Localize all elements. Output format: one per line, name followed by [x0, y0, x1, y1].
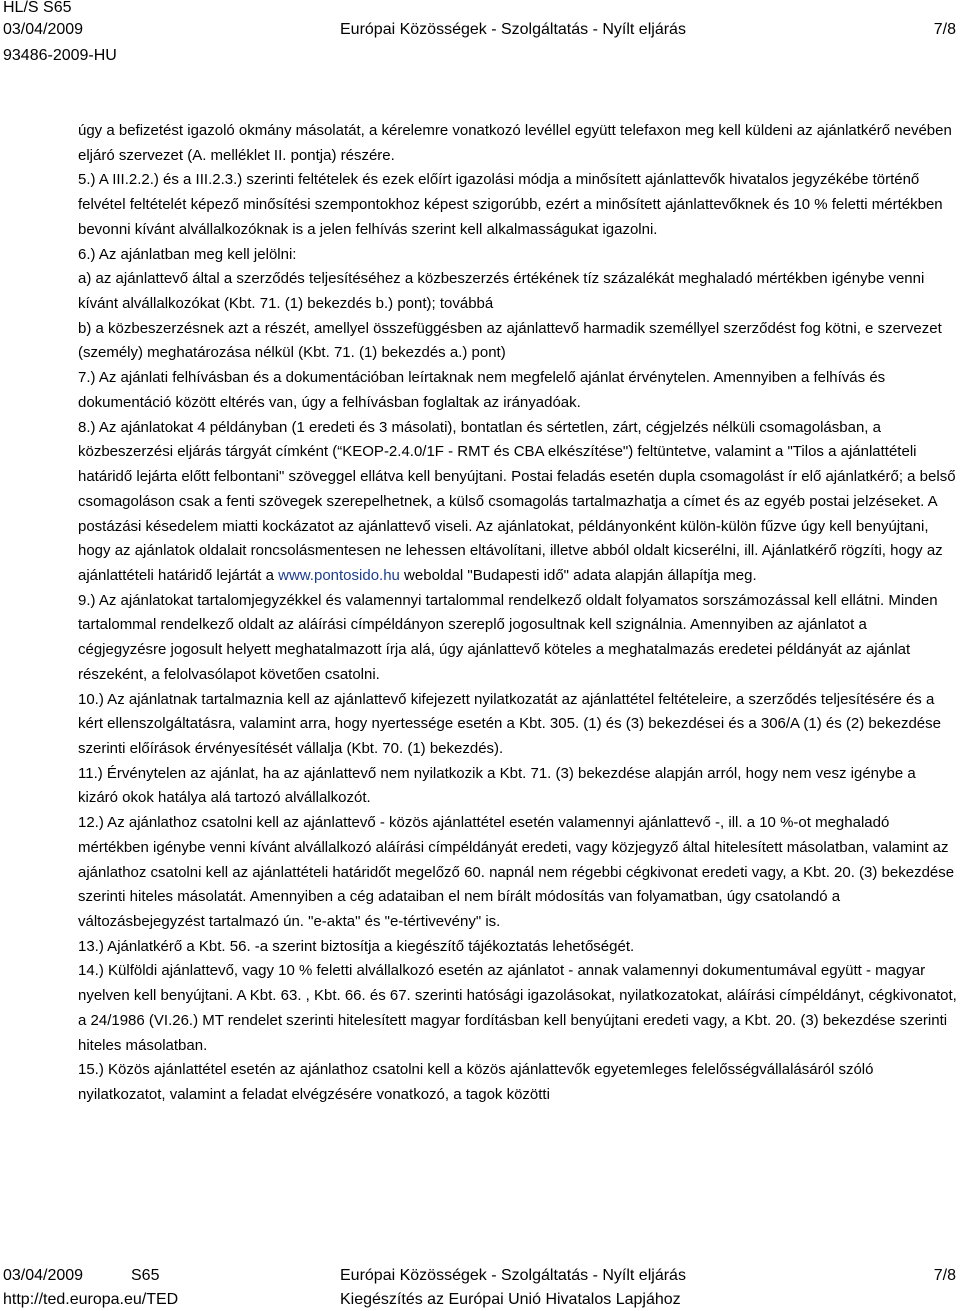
paragraph: 10.) Az ajánlatnak tartalmaznia kell az ajánlattevő kifejezett nyilatkozatát az ajánlattétel feltételeire, a szerződés teljesítésére és a kért ellenszolgáltatásra, valamint arra, hogy nyertessége esetén a Kbt. 305. (1) és (3) bekezdései és a 306/A (1) és (2) bekezdése szerinti előírások érvényesítését vállalja (Kbt. 70. (1) bekezdés).	[78, 690, 941, 757]
notice-id: 93486-2009-HU	[3, 47, 117, 64]
document-body	[78, 119, 958, 1108]
footer-url[interactable]: http://ted.europa.eu/TED	[3, 1291, 179, 1308]
paragraph: b) a közbeszerzésnek azt a részét, amellyel összefüggésben az ajánlattevő harmadik személlyel szerződést fog kötni, e szervezet (személy) meghatározása nélkül (Kbt. 71. (1) bekezdés a.) pont)	[78, 319, 942, 362]
footer-date: 03/04/2009	[3, 1267, 84, 1284]
paragraph	[78, 416, 958, 589]
pontosido-link[interactable]: www.pontosido.hu	[278, 566, 400, 584]
paragraph: 15.) Közös ajánlattétel esetén az ajánlathoz csatolni kell a közös ajánlattevők egyetemleges felelősségvállalásáról szóló nyilatkozatot, valamint a feladat elvégzésére vonatkozó, a tagok közötti	[78, 1061, 874, 1104]
paragraph: 14.) Külföldi ajánlattevő, vagy 10 % feletti alvállalkozó esetén az ajánlatot - annak valamennyi dokumentumával együtt - magyar nyelven kell benyújtani. A Kbt. 63. , Kbt. 66. és 67. szerinti hatósági igazolásokat, nyilatkozatokat, aláírási címpéldányt, cégkivonatot, a 24/1986 (VI.26.) MT rendelet szerinti hitelesített magyar fordításban kell benyújtani eredeti vagy, a Kbt. 20. (3) bekezdése szerinti hiteles másolatban.	[78, 962, 957, 1054]
paragraph: 9.) Az ajánlatokat tartalomjegyzékkel és valamennyi tartalommal rendelkező oldalt folyamatos sorszámozással kell ellátni. Minden tartalommal rendelkező oldalt az aláírási címpéldányon szereplő jogosultnak kell szignálnia. Amennyiben az ajánlatot a cégjegyzésre jogosult helyett meghatalmazott írja alá, úgy ajánlattevő köteles a meghatalmazás eredetei példányát az ajánlat részeként, a felolvasólapot követően csatolni.	[78, 591, 938, 683]
paragraph-text: weboldal "Budapesti idő" adata alapján állapítja meg.	[399, 566, 757, 584]
paragraph: úgy a befizetést igazoló okmány másolatát, a kérelemre vonatkozó levéllel együtt telefaxon meg kell küldeni az ajánlatkérő nevében eljáró szervezet (A. melléklet II. pontja) részére.	[78, 122, 952, 164]
footer-title: Európai Közösségek - Szolgáltatás - Nyílt eljárás	[340, 1267, 686, 1284]
header-title: Európai Közösségek - Szolgáltatás - Nyílt eljárás	[340, 21, 686, 38]
paragraph: a) az ajánlattevő által a szerződés teljesítéséhez a közbeszerzés értékének tíz százalékát meghaladó mértékben igénybe venni kívánt alvállalkozókat (Kbt. 71. (1) bekezdés b.) pont); továbbá	[78, 270, 925, 313]
header-page-number: 7/8	[933, 21, 956, 38]
paragraph: 13.) Ajánlatkérő a Kbt. 56. -a szerint biztosítja a kiegészítő tájékoztatás lehetőségét.	[78, 937, 635, 955]
header-date: 03/04/2009	[3, 21, 84, 38]
footer-page-number: 7/8	[933, 1267, 956, 1284]
paragraph: 12.) Az ajánlathoz csatolni kell az ajánlattevő - közös ajánlattétel esetén valamennyi ajánlattevő -, ill. a 10 %-ot meghaladó mértékben igénybe venni kívánt alvállalkozó aláírási címpéldányát eredeti, vagy közjegyző által hitelesített másolatban, valamint az ajánlathoz csatolni kell az ajánlattételi határidőt megelőző 60. napnál nem régebbi cégkivonat eredeti vagy, a Kbt. 20. (3) bekezdése szerinti hiteles másolatát. Amennyiben a cég adataiban el nem bírált módosítás van folyamatban, úgy csatolandó a változásbejegyzést tartalmazó ún. "e-akta" és "e-tértivevény" is.	[78, 814, 955, 930]
footer-supplement: Kiegészítés az Európai Unió Hivatalos Lapjához	[340, 1291, 681, 1308]
footer-series: S65	[131, 1267, 160, 1284]
paragraph: 5.) A III.2.2.) és a III.2.3.) szerinti feltételek és ezek előírt igazolási módja a minősített ajánlattevők hivatalos jegyzékébe történő felvétel feltételét képező minősítési szempontokhoz képest szigorúbb, ezért a minősített ajánlattevőknek és 10 % feletti mértékben bevonni kívánt alvállalkozóknak is a jelen felhívás szerint kell alkalmasságukat igazolni.	[78, 171, 943, 238]
paragraph: 11.) Érvénytelen az ajánlat, ha az ajánlattevő nem nyilatkozik a Kbt. 71. (3) bekezdése alapján arról, hogy nem vesz igénybe a kizáró okok hatálya alá tartozó alvállalkozót.	[78, 764, 916, 807]
paragraph: 7.) Az ajánlati felhívásban és a dokumentációban leírtaknak nem megfelelő ajánlat érvénytelen. Amennyiben a felhívás és dokumentáció között eltérés van, úgy a felhívásban foglaltak az irányadóak.	[78, 369, 886, 411]
paragraph: 6.) Az ajánlatban meg kell jelölni:	[78, 245, 297, 263]
paragraph-text: 8.) Az ajánlatokat 4 példányban (1 eredeti és 3 másolati), bontatlan és sértetlen, zárt, cégjelzés nélküli csomagolásban, a közbeszerzési eljárás tárgyát címként (“KEOP-2.4.0/1F - RMT és CBA elkészítése") feltüntetve, valamint a "Tilos a ajánlattételi határidő lejárta előtt felbontani" szöveggel ellátva kell benyújtani. Postai feladás esetén dupla csomagolást ír elő ajánlatkérő; a belső csomagoláson csak a fenti szövegek szerepelhetnek, a külső csomagolás tartalmazhatja a címet és az egyéb postai jelzéseket. A postázási késedelem miatti kockázatot az ajánlattevő viseli. Az ajánlatokat, példányonként külön-külön fűzve úgy kell benyújtani, hogy az ajánlatok oldalait roncsolásmentesen ne lehessen eltávolítani, illetve abból oldalt kicserélni, ill. Ajánlatkérő rögzíti, hogy az ajánlattételi határidő lejártát a	[78, 418, 956, 584]
doc-reference: HL/S S65	[3, 0, 72, 16]
